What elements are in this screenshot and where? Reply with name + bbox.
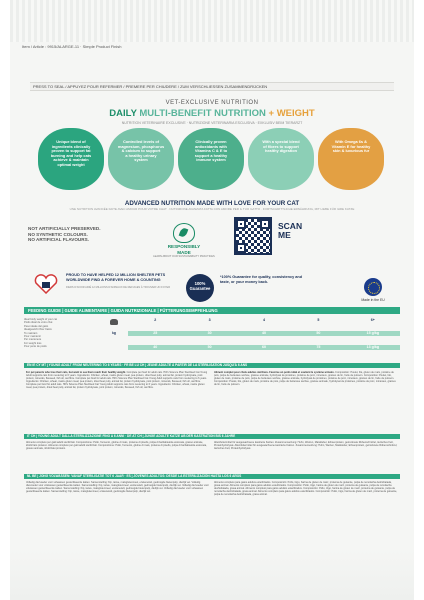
nl-text-block: Volledig diervoeder voor volwassen gesteriliseerde katten. Samenstelling: Kip, tarwe, maisglutenmeel, erwteneiwit, gedroogde bietenpulp, dierlijk vet. Volledig diervoeder voor volwassen gesteriliseerde katten. Samenstelling: Kip, tarwe, maisglutenmeel, erwteneiwit, gedroogde bietenpulp, dierlijk vet. Volledig diervoeder voor volwassen gesteriliseerde katten. Samenstelling: Kip, tarwe, maisglutenmeel, erwteneiwit, gedroogde bietenpulp, dierlijk vet. Volledig diervoeder voor volwassen gesteriliseerde katten. Samenstelling: Kip, tarwe, maisglutenmeel, erwteneiwit, gedroogde bietenpulp, dierlijk vet. — [26, 481, 209, 494]
guarantee-badge: 100% Guarantee — [186, 274, 214, 302]
made-in-eu-label: Made in the EU — [361, 298, 385, 302]
language-section-bar-2: IT CH | YOUNG ADULT DALLA STERILIZZAZIONE FINO A 6 ANNI · DE AT CH | JUNGE ADULTE KATZE AB DER KASTRATION BIS 6 JAHRE — [24, 434, 400, 439]
language-section-bar-3: NL BE | JONG VOLWASSEN: VANAF STERILISATIE TOT 6 JAAR · ES | JÓVENES ADULTOS: DESDE LA ESTERILIZACIÓN HASTA LOS 6 AÑOS — [24, 474, 400, 479]
headline-part-3: + WEIGHT — [268, 108, 315, 119]
it-text-block: Alimento completo per gatti adulti sterilizzati. Composizione: Pollo, frumento, glutine di mais, proteine di pisello, polpa di barbabietola essiccata, grasso animale, idrolizzato proteico. Alimento completo per gatti adulti sterilizzati. Composizione: Pollo, frumento, glutine di mais, proteine di pisello, polpa di barbabietola essiccata, grasso animale, idrolizzato proteico. — [26, 441, 207, 451]
bag-top-seal — [10, 0, 414, 42]
weight-header-row: 2 3 4 5 6+ — [154, 318, 375, 322]
en-text-block: For pet parents who love their cats, but want to see them reach their healthy weight. Complete pet food for adult cats. Hill's Science Plan Sterilised Cat Young Adult supports cats from neutering to 6 years. Ingredients: Chicken, wheat, maize gluten meal, pea protein, dried beet pulp, animal fat, protein hydrolysate, pork protein, minerals, flaxseed, fish oil, oat fibre. Complete pet food for adult cats. Hill's Science Plan Sterilised Cat Young Adult supports cats from neutering to 6 years. Ingredients: Chicken, wheat, maize gluten meal, pea protein, dried beet pulp, animal fat, protein hydrolysate, pork protein, minerals, flaxseed, fish oil, oat fibre. Complete pet food for adult cats. Hill's Science Plan Sterilised Cat Young Adult supports cats from neutering to 6 years. Ingredients: Chicken, wheat, maize gluten meal, pea protein, dried beet pulp, animal fat, protein hydrolysate, pork protein, minerals, flaxseed, fish oil, oat fibre. — [26, 371, 208, 390]
weight-loss-row: 40 50 60 75 13 g/kg — [128, 345, 400, 350]
vet-exclusive-label: VET-EXCLUSIVE NUTRITION — [165, 100, 259, 106]
benefit-immune: Clinically proven antioxidants with Vitamins C & E to support a healthy immune system — [178, 128, 244, 190]
scan-me-label: SCAN ME — [278, 221, 303, 240]
headline-translations: NUTRITION VETERINAIRE EXCLUSIVE · NUTRIZIONE VETERINARIA ESCLUSIVA · EXKLUSIV BEIM TIERARZT — [121, 121, 303, 125]
unit-label: kg — [112, 331, 116, 335]
qr-code[interactable] — [234, 217, 272, 255]
de-text-block: Alleinfuttermittel für ausgewachsene kastrierte Katzen. Zusammensetzung: Huhn, Weizen, Maiskleber, Erbsenprotein, getrocknete Rübenschnitzel, tierisches Fett, Proteinhydrolysat. Alleinfuttermittel für ausgewachsene kastrierte Katzen. Zusammensetzung: Huhn, Weizen, Maiskleber, Erbsenprotein, getrocknete Rübenschnitzel, tierisches Fett, Proteinhydrolysat. — [214, 441, 398, 451]
feeding-guide-header: FEEDING GUIDE | GUIDE ALIMENTAIRE | GUIDA NUTRIZIONALE | FÜTTERUNGSEMPFEHLUNG — [24, 307, 400, 314]
benefit-digestion: With a special blend of fibers to support healthy digestion — [248, 128, 314, 190]
item-code-line: Item / Article : 9915/ALARGE-11 · Simple Product Finish — [22, 44, 122, 49]
pet-food-bag-back — [10, 0, 414, 600]
benefit-bubbles — [38, 128, 388, 198]
advanced-nutrition-translations: UNE NUTRITION AVANCÉE FAITE AVEC AMOUR POUR VOTRE CHAT · NUTRIZIONE AVANZATA FATTA CON AMORE PER IL TUO GATTO · FORTSCHRITTLICHE ERNÄHRUNG, MIT LIEBE FÜR IHRE KATZE — [69, 207, 355, 211]
feeding-row-labels: Ideal body weight of your cat Poids idéal de votre chat Peso ideale del gatto Idealgewicht Ihrer Katze To maintain Pour maintenir Per mantenere For weight loss Pour perte de poids — [24, 318, 58, 349]
benefit-weight: Unique blend of ingredients clinically proven to support fat burning and help cats achieve & maintain optimal weight — [38, 128, 104, 190]
press-to-seal-strip: PRESS TO SEAL / APPUYEZ POUR REFERMER / PREMERE PER CHIUDERE / ZUM VERSCHLIESSEN ZUSAMMENDRÜCKEN — [30, 82, 394, 91]
benefit-skin-fur: With Omega 6s & Vitamin E for healthy skin & luxurious fur — [318, 128, 384, 190]
headline — [10, 108, 414, 119]
responsibly-made-badge: RESPONSIBLY MADE LEARN ABOUT OUR SUSTAINABILITY PRACTICES — [144, 223, 224, 263]
advanced-nutrition-title: ADVANCED NUTRITION MADE WITH LOVE FOR YOUR CAT — [124, 200, 300, 207]
headline-part-2: MULTI-BENEFIT NUTRITION — [139, 108, 266, 119]
leaf-globe-icon — [173, 223, 195, 243]
benefit-urinary: Controlled levels of magnesium, phosphorus & calcium to support a healthy urinary system — [108, 128, 174, 190]
cat-icon — [110, 319, 118, 325]
language-section-bar-1: EN IE CY MT | YOUNG ADULT FROM NEUTERING TO 6 YEARS · FR BE LU CH | JEUNE ADULTE À PARTIR DE LA STÉRILISATION JUSQU'À 6 ANS — [24, 363, 400, 368]
headline-part-1: DAILY — [109, 108, 137, 119]
no-artificial-claims: NOT ARTIFICIALLY PRESERVED. NO SYNTHETIC COLOURS. NO ARTIFICIAL FLAVOURS. — [28, 226, 101, 242]
shelter-pets-claim: PROUD TO HAVE HELPED 12 MILLION SHELTER PETS WORLDWIDE FIND A FOREVER HOME & COUNTING — [66, 273, 166, 282]
guarantee-text: *100% Guarantee for quality, consistency and taste, or your money back. — [220, 275, 303, 284]
shelter-heart-icon — [34, 274, 58, 294]
maintain-row: 25 30 40 50 15 g/kg — [128, 331, 400, 336]
shelter-pets-translation: FIERS D'AVOIR AIDÉ 12 MILLIONS D'ANIMAUX DE REFUGES À TROUVER UN FOYER — [66, 286, 171, 289]
fr-text-block: Aliment complet pour chats adultes stérilisés. Favorise un poids idéal et soutient le système urinaire. Composition: Poulet, blé, gluten de maïs, protéine de pois, pulpe de betterave séchée, graisse animale, hydrolysat de protéines, protéine de porc, minéraux, graines de lin, huile de poisson. Composition: Poulet, blé, gluten de maïs, protéine de pois, pulpe de betterave séchée, graisse animale, hydrolysat de protéines, protéine de porc, minéraux, graines de lin, huile de poisson. Composition: Poulet, blé, gluten de maïs, protéine de pois, pulpe de betterave séchée, graisse animale, hydrolysat de protéines, protéine de porc, minéraux, graines de lin, huile de poisson. — [214, 371, 396, 387]
eu-flag-icon — [364, 278, 382, 296]
es-text-block: Alimento completo para gatos adultos esterilizados. Composición: Pollo, trigo, harina de gluten de maíz, proteína de guisante, pulpa de remolacha deshidratada, grasa animal. Alimento completo para gatos adultos esterilizados. Composición: Pollo, trigo, harina de gluten de maíz, proteína de guisante, pulpa de remolacha deshidratada, grasa animal. Alimento completo para gatos adultos esterilizados. Composición: Pollo, trigo, harina de gluten de maíz, proteína de guisante, pulpa de remolacha deshidratada, grasa animal. Alimento completo para gatos adultos esterilizados. Composición: Pollo, trigo, harina de gluten de maíz, proteína de guisante, pulpa de remolacha deshidratada, grasa animal. — [214, 481, 398, 497]
feeding-guide-table — [24, 318, 400, 362]
bag-bottom — [10, 548, 414, 600]
